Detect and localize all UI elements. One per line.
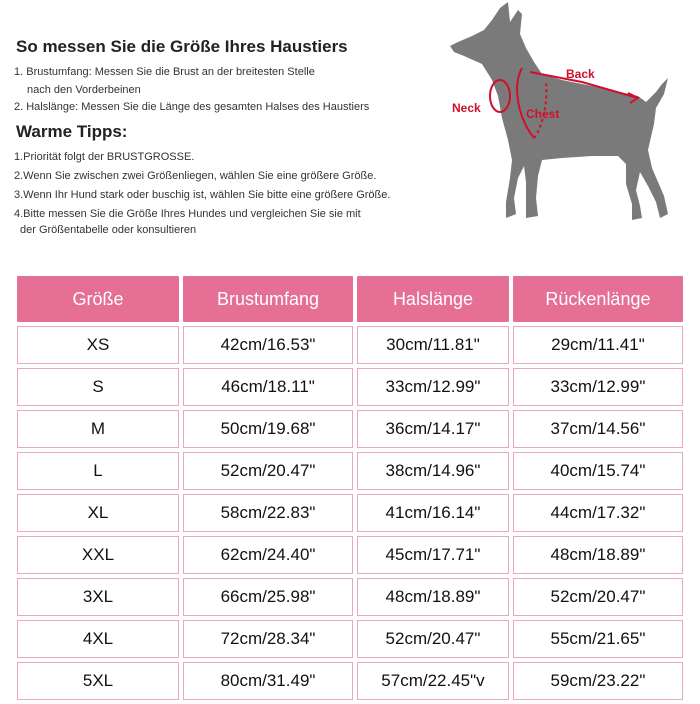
- tips-heading: Warme Tipps:: [16, 122, 128, 141]
- header-neck: Halslänge: [357, 276, 509, 322]
- table-row: [17, 410, 683, 448]
- measure-step: [14, 64, 369, 99]
- tip-item: [14, 186, 390, 205]
- header-chest: Brustumfang: [183, 276, 353, 322]
- neck-cell: 48cm/18.89": [357, 578, 509, 616]
- tip-text: 2.Wenn Sie zwischen zwei Größenliegen, wählen Sie eine größere Größe.: [14, 170, 377, 182]
- table-row: [17, 578, 683, 616]
- table-row: [17, 620, 683, 658]
- size-cell: M: [17, 410, 179, 448]
- size-cell: XL: [17, 494, 179, 532]
- chest-cell: 46cm/18.11": [183, 368, 353, 406]
- tip-item: [14, 148, 390, 167]
- table-header-row: [17, 276, 683, 322]
- page-title: So messen Sie die Größe Ihres Haustiers: [16, 37, 348, 56]
- back-cell: 40cm/15.74": [513, 452, 683, 490]
- tip-text: 4.Bitte messen Sie die Größe Ihres Hundes und vergleichen Sie sie mit: [14, 208, 361, 220]
- size-cell: 5XL: [17, 662, 179, 700]
- measure-step-text: 1. Brustumfang: Messen Sie die Brust an der breitesten Stelle: [14, 66, 315, 78]
- chest-label: Chest: [526, 107, 560, 121]
- tip-text: 1.Priorität folgt der BRUSTGROSSE.: [14, 151, 195, 163]
- back-cell: 37cm/14.56": [513, 410, 683, 448]
- size-cell: 3XL: [17, 578, 179, 616]
- tip-item: [14, 205, 390, 240]
- chest-cell: 58cm/22.83": [183, 494, 353, 532]
- back-cell: 48cm/18.89": [513, 536, 683, 574]
- size-cell: XXL: [17, 536, 179, 574]
- chest-cell: 80cm/31.49": [183, 662, 353, 700]
- chest-cell: 72cm/28.34": [183, 620, 353, 658]
- tips-list: [14, 148, 390, 240]
- size-cell: S: [17, 368, 179, 406]
- back-cell: 52cm/20.47": [513, 578, 683, 616]
- size-cell: 4XL: [17, 620, 179, 658]
- measure-step-continuation: nach den Vorderbeinen: [27, 83, 141, 96]
- neck-cell: 52cm/20.47": [357, 620, 509, 658]
- header-back: Rückenlänge: [513, 276, 683, 322]
- chest-cell: 66cm/25.98": [183, 578, 353, 616]
- measure-steps: [14, 64, 369, 117]
- table-row: [17, 536, 683, 574]
- measure-step: [14, 99, 369, 117]
- measure-step-text: 2. Halslänge: Messen Sie die Länge des gesamten Halses des Haustiers: [14, 101, 370, 113]
- neck-cell: 38cm/14.96": [357, 452, 509, 490]
- table-row: [17, 494, 683, 532]
- table-row: [17, 368, 683, 406]
- back-label: Back: [566, 67, 595, 81]
- neck-cell: 33cm/12.99": [357, 368, 509, 406]
- size-cell: XS: [17, 326, 179, 364]
- chest-cell: 42cm/16.53": [183, 326, 353, 364]
- back-cell: 55cm/21.65": [513, 620, 683, 658]
- chest-cell: 62cm/24.40": [183, 536, 353, 574]
- back-cell: 33cm/12.99": [513, 368, 683, 406]
- back-cell: 44cm/17.32": [513, 494, 683, 532]
- back-cell: 59cm/23.22": [513, 662, 683, 700]
- tip-continuation: der Größentabelle oder konsultieren: [20, 224, 197, 236]
- neck-cell: 30cm/11.81": [357, 326, 509, 364]
- neck-cell: 45cm/17.71": [357, 536, 509, 574]
- table-row: [17, 662, 683, 700]
- dog-illustration: [442, 0, 700, 235]
- header-size: Größe: [17, 276, 179, 322]
- neck-label: Neck: [452, 101, 481, 115]
- neck-cell: 36cm/14.17": [357, 410, 509, 448]
- table-row: [17, 452, 683, 490]
- size-cell: L: [17, 452, 179, 490]
- chest-cell: 50cm/19.68": [183, 410, 353, 448]
- size-table: [13, 272, 687, 704]
- tip-text: 3.Wenn Ihr Hund stark oder buschig ist, wählen Sie bitte eine größere Größe.: [14, 189, 391, 201]
- back-cell: 29cm/11.41": [513, 326, 683, 364]
- neck-cell: 57cm/22.45"v: [357, 662, 509, 700]
- neck-cell: 41cm/16.14": [357, 494, 509, 532]
- table-row: [17, 326, 683, 364]
- tip-item: [14, 167, 390, 186]
- chest-cell: 52cm/20.47": [183, 452, 353, 490]
